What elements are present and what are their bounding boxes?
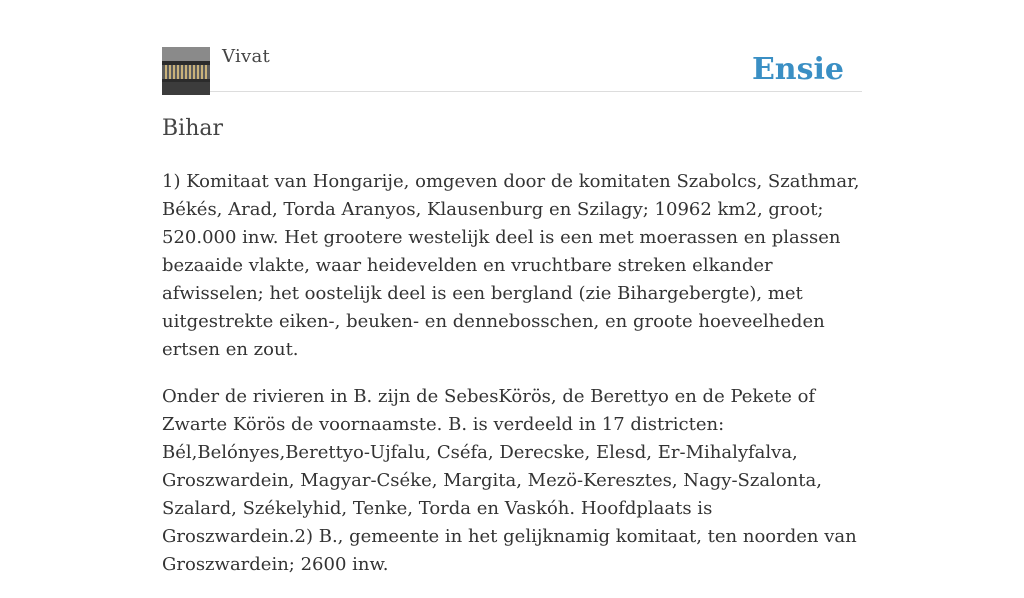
author-avatar[interactable] [162,47,210,95]
page [162,0,862,575]
article-paragraph: Onder de rivieren in B. zijn de SebesKörös, de Berettyo en de Pekete of Zwarte Körös de voornaamste. B. is verdeeld in 17 districten: Bél,Belónyes,Berettyo-Ujfalu, Cséfa, Derecske, Elesd, Er-Mihalyfalva, Groszwardein, Magyar-Cséke, Margita, Mezö-Keresztes, Nagy-Szalonta, Szalard, Székelyhid, Tenke, Torda en Vaskóh. Hoofdplaats is Groszwardein.2) B., gemeente in het gelijknamig komitaat, ten noorden van Groszwardein; 2600 inw. [162,386,857,575]
article-paragraph: 1) Komitaat van Hongarije, omgeven door de komitaten Szabolcs, Szathmar, Békés, Arad, Torda Aranyos, Klausenburg en Szilagy; 10962 km2, groot; 520.000 inw. Het grootere westelijk deel is een met moerassen en plassen bezaaide vlakte, waar heidevelden en vruchtbare streken elkander afwisselen; het oostelijk deel is een bergland (zie Bihargebergte), met uitgestrekte eiken-, beuken- en dennebosschen, en groote hoeveelheden ertsen en zout. [162,171,860,360]
header [162,0,862,92]
article-title: Bihar [162,116,224,141]
brand-logo[interactable]: Ensie [751,52,844,87]
bookshelf-icon [162,47,210,95]
author-name[interactable]: Vivat [222,46,271,67]
article-body [162,168,862,598]
